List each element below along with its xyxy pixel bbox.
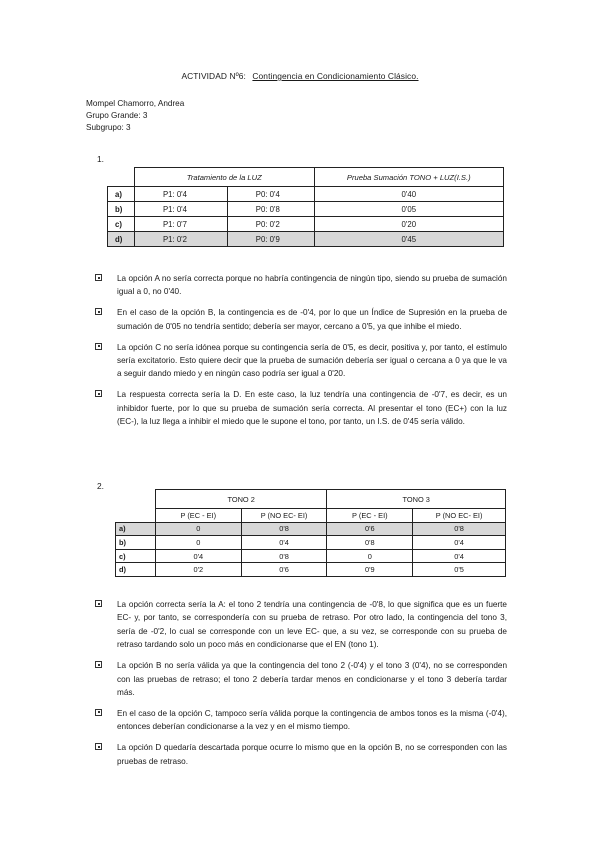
table-cell: P1: 0'4: [134, 187, 227, 202]
table-cell: 0'6: [241, 563, 327, 577]
question-2-bullets: [95, 598, 507, 775]
table-header-cell: P (EC - EI): [155, 509, 241, 523]
table-row-highlighted: [108, 232, 504, 247]
table-row: [108, 202, 504, 217]
table-cell: P1: 0'7: [134, 217, 227, 232]
row-label: b): [116, 536, 156, 550]
bullet-text: La opción correcta sería la A: el tono 2 tendría una contingencia de -0'8, lo que significa que es un fuerte EC- y, por tanto, se correspondería con su prueba de retraso. Por otro lado, la contingencia del tono 3, sería de -0'2, lo cual se corresponde con un leve EC- que, a su vez, se corresponde con su prueba de retraso tardando solo un poco más en condicionarse que el EN (tono 1).: [117, 600, 507, 650]
checkbox-icon: [95, 274, 102, 281]
list-item: [95, 659, 507, 699]
title-main: Contingencia en Condicionamiento Clásico.: [252, 71, 419, 81]
table-header-cell: P (NO EC- EI): [241, 509, 327, 523]
table-cell: 0'4: [413, 549, 506, 563]
table-cell: P0: 0'2: [227, 217, 314, 232]
table-row: [116, 563, 506, 577]
list-item: [95, 341, 507, 381]
table-cell: 0'5: [413, 563, 506, 577]
table-cell: P0: 0'9: [227, 232, 314, 247]
table-cell: 0'05: [314, 202, 503, 217]
table-header-cell: TONO 3: [327, 490, 506, 509]
list-item: [95, 598, 507, 652]
table-cell: 0'8: [327, 536, 413, 550]
bullet-text: La opción A no sería correcta porque no habría contingencia de ningún tipo, siendo su prueba de sumación igual a 0, no 0'40.: [117, 274, 507, 297]
table-group-header-row: [116, 490, 506, 509]
table-cell: 0'2: [155, 563, 241, 577]
list-item: [95, 272, 507, 299]
question-2-table: [115, 489, 506, 577]
list-item: [95, 741, 507, 768]
title-prefix: ACTIVIDAD Nº6:: [181, 71, 246, 81]
author-name: Mompel Chamorro, Andrea: [86, 99, 185, 108]
table-header-cell: P (NO EC- EI): [413, 509, 506, 523]
table-header-cell: P (EC - EI): [327, 509, 413, 523]
list-item: [95, 707, 507, 734]
row-label: d): [116, 563, 156, 577]
question-1-number: 1.: [97, 154, 104, 164]
table-cell: 0'4: [241, 536, 327, 550]
table-header-cell: Tratamiento de la LUZ: [134, 168, 314, 187]
bullet-text: En el caso de la opción B, la contingencia es de -0'4, por lo que un Índice de Supresión en la prueba de sumación de 0'05 no tendría sentido; debería ser mayor, cercano a 0'5, ya que inhibe el miedo.: [117, 308, 507, 331]
bullet-text: La opción B no sería válida ya que la contingencia del tono 2 (-0'4) y el tono 3 (0'4), no se corresponden con las pruebas de retraso; el tono 2 debería tardar menos en condicionarse y el tono 3 debería tardar más.: [117, 661, 507, 697]
table-cell: 0'4: [155, 549, 241, 563]
table-cell: 0: [155, 522, 241, 536]
row-label: d): [108, 232, 135, 247]
row-label: a): [108, 187, 135, 202]
bullet-text: La respuesta correcta sería la D. En este caso, la luz tendría una contingencia de -0'7, es decir, es un inhibidor fuerte, por lo que su prueba de sumación sería correcta. Al presentar el tono (EC+) con la luz (EC-), la luz llega a inhibir el miedo que le supone el tono, por tanto, un I.S. de 0'45 sería válido.: [117, 390, 507, 427]
table-cell: P0: 0'8: [227, 202, 314, 217]
row-label: c): [108, 217, 135, 232]
author-grupo: Grupo Grande: 3: [86, 111, 148, 121]
table-row-highlighted: [116, 522, 506, 536]
author-subgrupo: Subgrupo: 3: [86, 123, 131, 133]
table-cell: P1: 0'2: [134, 232, 227, 247]
table-row: [108, 187, 504, 202]
table-cell: 0'40: [314, 187, 503, 202]
table-cell: 0'8: [413, 522, 506, 536]
table-header-cell: Prueba Sumación TONO + LUZ(I.S.): [314, 168, 503, 187]
checkbox-icon: [95, 743, 102, 750]
table-cell: 0'45: [314, 232, 503, 247]
bullet-text: La opción C no sería idónea porque su contingencia sería de 0'5, es decir, positiva y, por tanto, el estímulo sería excitatorio. Esto quiere decir que la prueba de sumación debería ser igual o cercana a 0 ya que le va a seguir dando miedo y en ningún caso podría ser igual a 0'20.: [117, 342, 507, 379]
table-cell: 0'4: [413, 536, 506, 550]
list-item: [95, 306, 507, 333]
bullet-text: En el caso de la opción C, tampoco sería válida porque la contingencia de ambos tonos es la misma (-0'4), entonces deberían condicionarse a la vez y en el mismo tiempo.: [117, 708, 507, 732]
table-row: [116, 536, 506, 550]
question-2-number: 2.: [97, 481, 104, 491]
table-row: [108, 217, 504, 232]
table-cell: 0'6: [327, 522, 413, 536]
table-cell: 0'20: [314, 217, 503, 232]
bullet-text: La opción D quedaría descartada porque ocurre lo mismo que en la opción B, no se corresponden con las pruebas de retraso.: [117, 743, 507, 766]
row-label: b): [108, 202, 135, 217]
row-label: c): [116, 549, 156, 563]
table-cell: P0: 0'4: [227, 187, 314, 202]
table-cell: 0: [327, 549, 413, 563]
table-cell: 0: [155, 536, 241, 550]
checkbox-icon: [95, 343, 102, 350]
question-1-bullets: [95, 272, 507, 436]
table-cell: P1: 0'4: [134, 202, 227, 217]
table-header-cell: TONO 2: [155, 490, 327, 509]
table-subheader-row: [116, 509, 506, 523]
table-header-row: [108, 168, 504, 187]
list-item: [95, 388, 507, 428]
checkbox-icon: [95, 709, 102, 716]
page-title: [0, 71, 600, 81]
table-cell: 0'8: [241, 522, 327, 536]
author-block: [86, 98, 184, 135]
checkbox-icon: [95, 390, 102, 397]
table-cell: 0'9: [327, 563, 413, 577]
checkbox-icon: [95, 661, 102, 668]
table-cell: 0'8: [241, 549, 327, 563]
row-label: a): [116, 522, 156, 536]
checkbox-icon: [95, 600, 102, 607]
table-row: [116, 549, 506, 563]
question-1-table: [107, 167, 504, 247]
checkbox-icon: [95, 308, 102, 315]
